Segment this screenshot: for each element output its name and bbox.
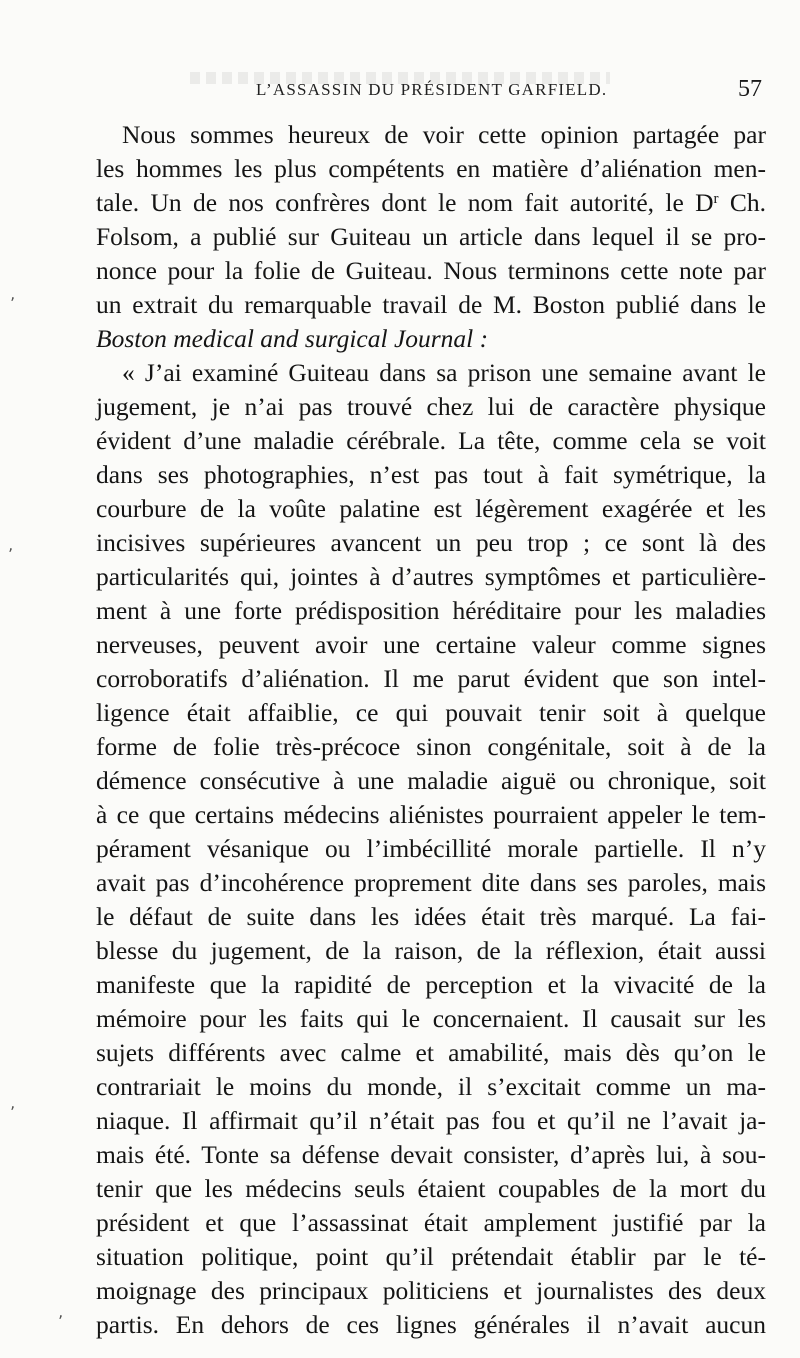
margin-mark-icon: ʼ [10, 294, 16, 313]
margin-mark-icon: ʼ [8, 545, 14, 564]
text-line-19: forme de folie très-précoce sinon congénitale, soit à de la [96, 732, 766, 761]
text-line-8: « J’ai examiné Guiteau dans sa prison une semaine avant le [122, 358, 766, 387]
text-line-10: évident d’une maladie cérébrale. La tête, comme cela se voit [96, 426, 766, 455]
running-head: L’ASSASSIN DU PRÉSIDENT GARFIELD. [256, 80, 608, 99]
text-line-24: le défaut de suite dans les idées était très marqué. La fai- [96, 902, 766, 931]
text-line-35: moignage des principaux politiciens et journalistes des deux [96, 1276, 766, 1305]
margin-mark-icon: ʼ [58, 1312, 64, 1331]
text-line-12: courbure de la voûte palatine est légèrement exagérée et les [96, 494, 766, 523]
text-line-22: pérament vésanique ou l’imbécillité morale partielle. Il n’y [96, 834, 766, 863]
text-line-3-main: tale. Un de nos confrères dont le nom fait autorité, le D [96, 188, 714, 217]
text-line-3-tail: Ch. [718, 188, 766, 217]
text-line-29: contrariait le moins du monde, il s’excitait comme un ma- [96, 1072, 766, 1101]
text-line-9: jugement, je n’ai pas trouvé chez lui de caractère physique [96, 392, 766, 421]
text-line-31: mais été. Tonte sa défense devait consister, d’après lui, à sou- [96, 1140, 766, 1169]
text-line-5: nonce pour la folie de Guiteau. Nous terminons cette note par [96, 256, 766, 285]
text-line-20: démence consécutive à une maladie aiguë ou chronique, soit [96, 766, 766, 795]
text-line-32: tenir que les médecins seuls étaient coupables de la mort du [96, 1174, 766, 1203]
text-line-33: président et que l’assassinat était amplement justifié par la [96, 1208, 766, 1237]
text-line-6: un extrait du remarquable travail de M. Boston publié dans le [96, 290, 766, 319]
text-line-23: avait pas d’incohérence proprement dite dans ses paroles, mais [96, 868, 766, 897]
journal-title-line: Boston medical and surgical Journal : [96, 324, 489, 353]
text-line-1: Nous sommes heureux de voir cette opinion partagée par [122, 120, 766, 149]
text-line-3 [96, 186, 766, 220]
text-line-27: mémoire pour les faits qui le concernaient. Il causait sur les [96, 1004, 766, 1033]
body-text [96, 118, 766, 1342]
text-line-25: blesse du jugement, de la raison, de la réflexion, était aussi [96, 936, 766, 965]
doctor-abbrev-superscript: r [713, 191, 719, 207]
text-line-13: incisives supérieures avancent un peu trop ; ce sont là des [96, 528, 766, 557]
text-line-26: manifeste que la rapidité de perception et la vivacité de la [96, 970, 766, 999]
text-line-18: ligence était affaiblie, ce qui pouvait tenir soit à quelque [96, 698, 766, 727]
text-line-21: à ce que certains médecins aliénistes pourraient appeler le tem- [96, 800, 766, 829]
text-line-30: niaque. Il affirmait qu’il n’était pas fou et qu’il ne l’avait ja- [96, 1106, 766, 1135]
text-line-36: partis. En dehors de ces lignes générales il n’avait aucun [96, 1310, 766, 1339]
text-line-34: situation politique, point qu’il prétendait établir par le té- [96, 1242, 766, 1271]
text-line-16: nerveuses, peuvent avoir une certaine valeur comme signes [96, 630, 766, 659]
text-line-2: les hommes les plus compétents en matière d’aliénation men- [96, 154, 766, 183]
text-line-28: sujets différents avec calme et amabilité, mais dès qu’on le [96, 1038, 766, 1067]
margin-mark-icon: ʼ [10, 1103, 16, 1122]
page-header [96, 76, 766, 110]
text-line-15: ment à une forte prédisposition héréditaire pour les maladies [96, 596, 766, 625]
text-line-14: particularités qui, jointes à d’autres symptômes et particulière- [96, 562, 766, 591]
text-line-11: dans ses photographies, n’est pas tout à fait symétrique, la [96, 460, 766, 489]
text-line-17: corroboratifs d’aliénation. Il me parut évident que son intel- [96, 664, 766, 693]
text-line-4: Folsom, a publié sur Guiteau un article dans lequel il se pro- [96, 222, 766, 251]
page-number: 57 [738, 76, 762, 102]
